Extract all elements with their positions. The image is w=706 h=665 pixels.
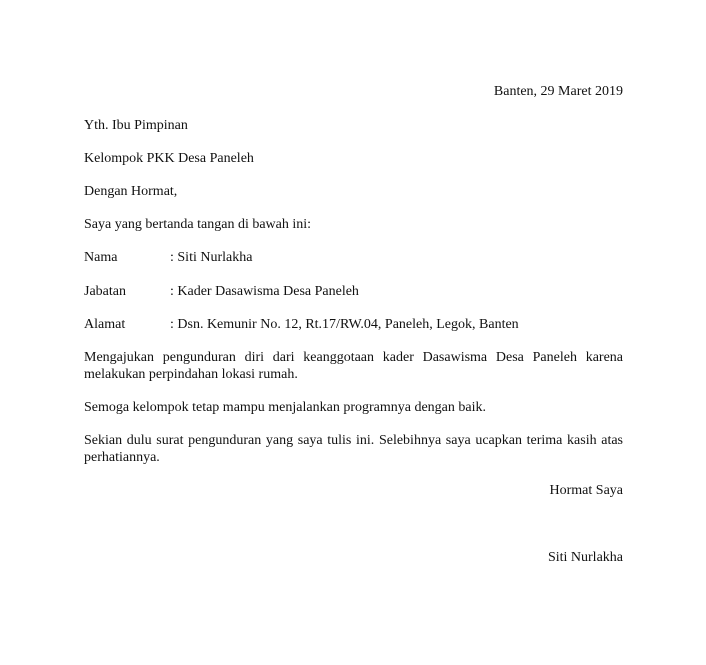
field-address-value: : Dsn. Kemunir No. 12, Rt.17/RW.04, Paneleh, Legok, Banten — [170, 317, 519, 332]
signature-name: Siti Nurlakha — [547, 550, 623, 565]
recipient-line-2: Kelompok PKK Desa Paneleh — [84, 151, 254, 166]
intro-text: Saya yang bertanda tangan di bawah ini: — [84, 217, 312, 232]
field-address-label: Alamat — [84, 317, 126, 332]
resignation-letter — [84, 0, 623, 665]
paragraph-resignation: Mengajukan pengunduran diri dari keanggotaan kader Dasawisma Desa Paneleh karena melakukan perpindahan lokasi rumah. — [84, 350, 623, 382]
recipient-line-1: Yth. Ibu Pimpinan — [84, 118, 188, 133]
place-date: Banten, 29 Maret 2019 — [493, 84, 623, 99]
field-name-value: : Siti Nurlakha — [170, 250, 253, 265]
field-position-value: : Kader Dasawisma Desa Paneleh — [170, 284, 359, 299]
paragraph-wish: Semoga kelompok tetap mampu menjalankan programnya dengan baik. — [84, 400, 486, 415]
closing-salutation: Hormat Saya — [549, 483, 623, 498]
paragraph-closing-thanks: Sekian dulu surat pengunduran yang saya tulis ini. Selebihnya saya ucapkan terima kasih atas perhatiannya. — [84, 433, 623, 465]
field-position-label: Jabatan — [84, 284, 126, 299]
field-name-label: Nama — [84, 250, 118, 265]
greeting: Dengan Hormat, — [84, 184, 178, 199]
